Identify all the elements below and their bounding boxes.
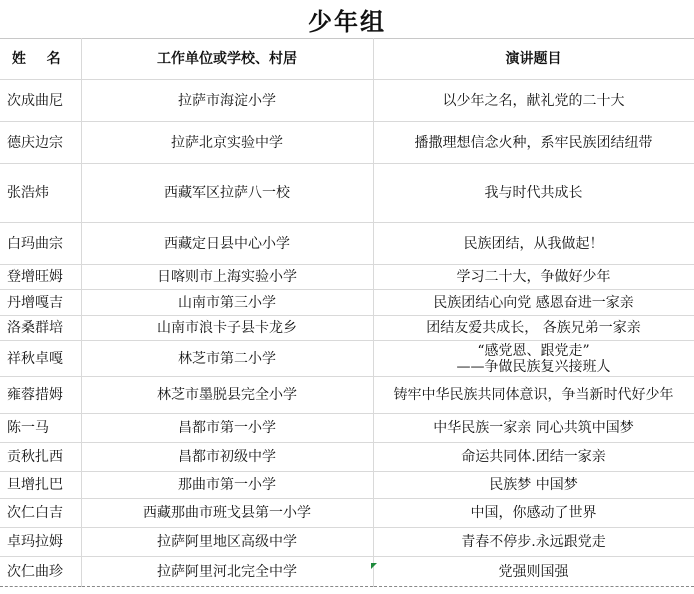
cell-comment-marker-icon: [371, 563, 377, 569]
table-row: [0, 499, 694, 528]
table-row: [0, 80, 694, 122]
cell-unit[interactable]: 昌都市第一小学: [81, 414, 373, 443]
table-row: [0, 414, 694, 443]
table-row: [0, 265, 694, 290]
cell-topic[interactable]: 命运共同体.团结一家亲: [373, 443, 694, 472]
cell-topic[interactable]: 团结友爱共成长， 各族兄弟一家亲: [373, 316, 694, 341]
cell-name[interactable]: 白玛曲宗: [0, 223, 81, 265]
cell-name[interactable]: 次成曲尼: [0, 80, 81, 122]
table-row: [0, 164, 694, 223]
cell-name[interactable]: 祥秋卓嘎: [0, 341, 81, 377]
cell-name[interactable]: 旦增扎巴: [0, 472, 81, 499]
cell-unit[interactable]: 拉萨阿里河北完全中学: [81, 557, 373, 587]
table-row: [0, 122, 694, 164]
cell-name[interactable]: 洛桑群培: [0, 316, 81, 341]
cell-name[interactable]: 雍蓉措姆: [0, 377, 81, 414]
cell-topic[interactable]: 播撒理想信念火种，系牢民族团结纽带: [373, 122, 694, 164]
cell-topic[interactable]: 以少年之名，献礼党的二十大: [373, 80, 694, 122]
cell-topic[interactable]: 民族梦 中国梦: [373, 472, 694, 499]
cell-unit[interactable]: 西藏定日县中心小学: [81, 223, 373, 265]
table-row: [0, 341, 694, 377]
cell-topic[interactable]: 民族团结，从我做起！: [373, 223, 694, 265]
header-topic[interactable]: 演讲题目: [373, 39, 694, 80]
cell-unit[interactable]: 西藏那曲市班戈县第一小学: [81, 499, 373, 528]
table-row: [0, 472, 694, 499]
cell-unit[interactable]: 那曲市第一小学: [81, 472, 373, 499]
cell-unit[interactable]: 昌都市初级中学: [81, 443, 373, 472]
cell-name[interactable]: 登增旺姆: [0, 265, 81, 290]
cell-topic[interactable]: 党强则国强: [373, 557, 694, 587]
table-row: [0, 557, 694, 587]
cell-topic[interactable]: “感党恩、跟党走” ——争做民族复兴接班人: [373, 341, 694, 377]
cell-unit[interactable]: 林芝市墨脱县完全小学: [81, 377, 373, 414]
cell-unit[interactable]: 拉萨阿里地区高级中学: [81, 528, 373, 557]
cell-topic[interactable]: 青春不停步.永远跟党走: [373, 528, 694, 557]
header-row: [0, 39, 694, 80]
cell-topic[interactable]: 学习二十大，争做好少年: [373, 265, 694, 290]
cell-name[interactable]: 丹增嘎吉: [0, 290, 81, 316]
header-unit[interactable]: 工作单位或学校、村居: [81, 39, 373, 80]
table-row: [0, 223, 694, 265]
table-row: [0, 528, 694, 557]
cell-topic[interactable]: 我与时代共成长: [373, 164, 694, 223]
cell-name[interactable]: 次仁白吉: [0, 499, 81, 528]
sheet-title: 少年组: [308, 7, 386, 36]
cell-name[interactable]: 陈一马: [0, 414, 81, 443]
cell-topic[interactable]: 民族团结心向党 感恩奋进一家亲: [373, 290, 694, 316]
cell-unit[interactable]: 拉萨市海淀小学: [81, 80, 373, 122]
cell-unit[interactable]: 林芝市第二小学: [81, 341, 373, 377]
cell-name[interactable]: 德庆边宗: [0, 122, 81, 164]
cell-topic[interactable]: 铸牢中华民族共同体意识，争当新时代好少年: [373, 377, 694, 414]
cell-unit[interactable]: 山南市浪卡子县卡龙乡: [81, 316, 373, 341]
cell-unit[interactable]: 西藏军区拉萨八一校: [81, 164, 373, 223]
cell-name[interactable]: 次仁曲珍: [0, 557, 81, 587]
cell-unit[interactable]: 日喀则市上海实验小学: [81, 265, 373, 290]
table-row: [0, 443, 694, 472]
table-row: [0, 377, 694, 414]
header-name[interactable]: 姓 名: [0, 39, 81, 80]
cell-topic[interactable]: 中华民族一家亲 同心共筑中国梦: [373, 414, 694, 443]
contestants-table: [0, 38, 694, 587]
cell-name[interactable]: 卓玛拉姆: [0, 528, 81, 557]
cell-name[interactable]: 贡秋扎西: [0, 443, 81, 472]
cell-unit[interactable]: 山南市第三小学: [81, 290, 373, 316]
table-row: [0, 316, 694, 341]
cell-topic[interactable]: 中国，你感动了世界: [373, 499, 694, 528]
table-row: [0, 290, 694, 316]
cell-name[interactable]: 张浩炜: [0, 164, 81, 223]
cell-unit[interactable]: 拉萨北京实验中学: [81, 122, 373, 164]
